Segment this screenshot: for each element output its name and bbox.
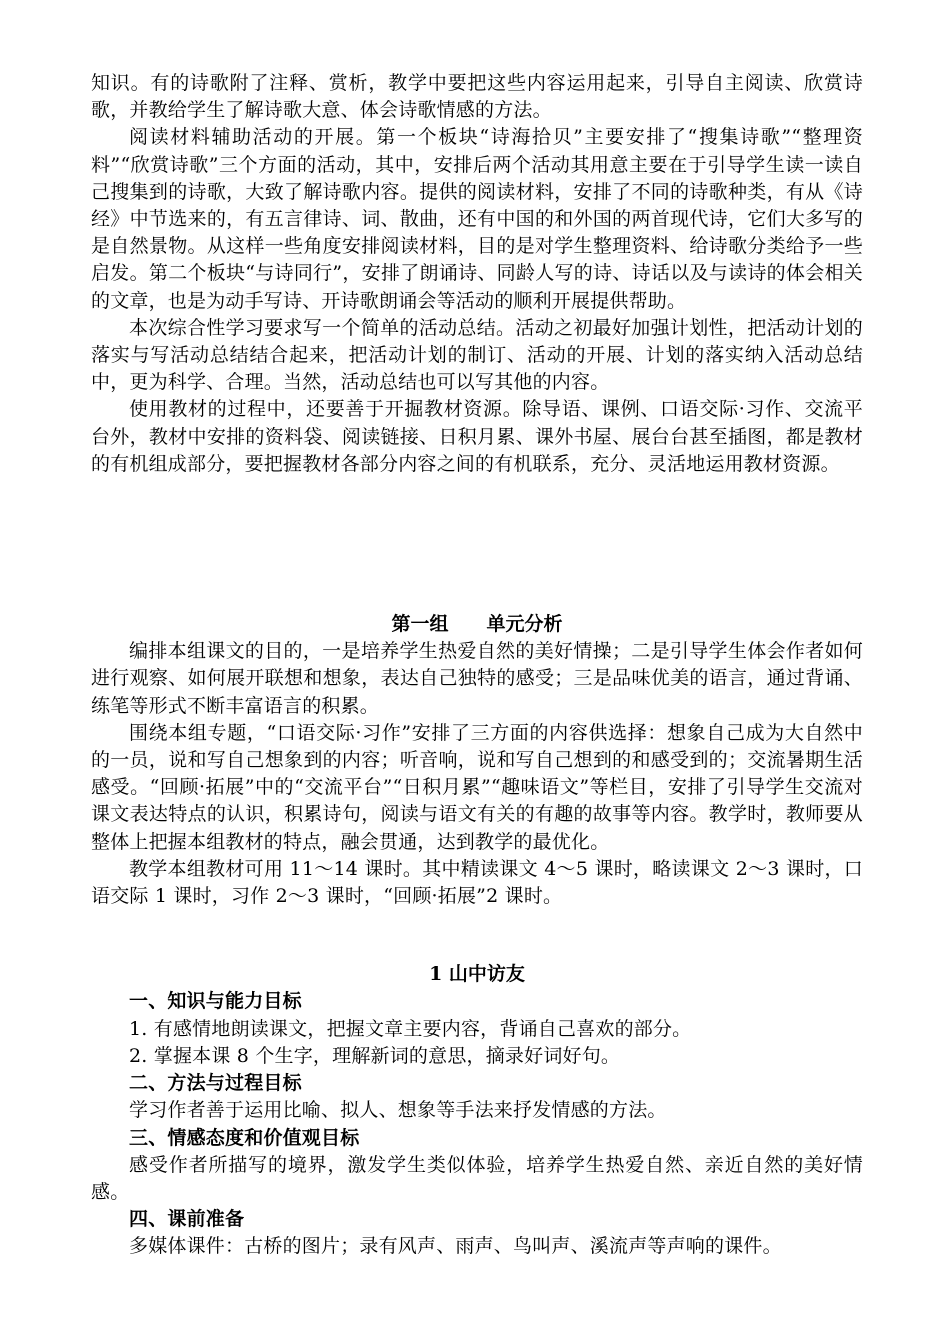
unit-paragraph-1: 编排本组课文的目的，一是培养学生热爱自然的美好情操；二是引导学生体会作者如何进行观察、如何展开联想和想象，表达自己独特的感受；三是品味优美的语言，通过背诵、练笔等形式不断丰富语言的积累。 — [91, 640, 863, 717]
unit-title: 第一组 单元分析 — [391, 613, 563, 636]
objective-heading-knowledge: 一、知识与能力目标 — [129, 990, 302, 1013]
intro-paragraph-2: 阅读材料辅助活动的开展。第一个板块“诗海拾贝”主要安排了“搜集诗歌”“整理资料”“欣赏诗歌”三个方面的活动，其中，安排后两个活动其用意主要在于引导学生读一读自己搜集到的诗歌，大致了解诗歌内容。提供的阅读材料，安排了不同的诗歌种类，有从《诗经》中节选来的，有五言律诗、词、散曲，还有中国的和外国的两首现代诗，它们大多写的是自然景物。从这样一些角度安排阅读材料，目的是对学生整理资料、给诗歌分类给予一些启发。第二个板块“与诗同行”，安排了朗诵诗、同龄人写的诗、诗话以及与读诗的体会相关的文章，也是为动手写诗、开诗歌朗诵会等活动的顺利开展提供帮助。 — [91, 126, 863, 312]
objective-item-1: 1. 有感情地朗读课文，把握文章主要内容，背诵自己喜欢的部分。 — [129, 1017, 692, 1040]
lesson-title: 1 山中访友 — [429, 963, 525, 986]
objective-emotion-text: 感受作者所描写的境界，激发学生类似体验，培养学生热爱自然、亲近自然的美好情感。 — [91, 1153, 863, 1203]
objective-heading-method: 二、方法与过程目标 — [129, 1072, 302, 1095]
intro-paragraph-4: 使用教材的过程中，还要善于开掘教材资源。除导语、课例、口语交际·习作、交流平台外，教材中安排的资料袋、阅读链接、日积月累、课外书屋、展台台甚至插图，都是教材的有机组成部分，要把握教材各部分内容之间的有机联系，充分、灵活地运用教材资源。 — [91, 398, 863, 475]
preparation-text: 多媒体课件：古桥的图片；录有风声、雨声、鸟叫声、溪流声等声响的课件。 — [129, 1235, 782, 1258]
objective-item-2: 2. 掌握本课 8 个生字，理解新词的意思，摘录好词好句。 — [129, 1044, 621, 1067]
objective-method-text: 学习作者善于运用比喻、拟人、想象等手法来抒发情感的方法。 — [129, 1099, 667, 1122]
section-gap — [91, 478, 863, 611]
document-page — [91, 70, 863, 1261]
unit-paragraph-3: 教学本组教材可用 11～14 课时。其中精读课文 4～5 课时，略读课文 2～3 课时，口语交际 1 课时，习作 2～3 课时，“回顾·拓展”2 课时。 — [91, 857, 863, 908]
objective-heading-emotion: 三、情感态度和价值观目标 — [129, 1126, 360, 1149]
intro-paragraph-3: 本次综合性学习要求写一个简单的活动总结。活动之初最好加强计划性，把活动计划的落实与写活动总结结合起来，把活动计划的制订、活动的开展、计划的落实纳入活动总结中，更为科学、合理。当然，活动总结也可以写其他的内容。 — [91, 316, 863, 394]
objective-heading-preparation: 四、课前准备 — [129, 1208, 245, 1231]
intro-paragraph-1: 知识。有的诗歌附了注释、赏析，教学中要把这些内容运用起来，引导自主阅读、欣赏诗歌，并教给学生了解诗歌大意、体会诗歌情感的方法。 — [91, 72, 863, 122]
unit-paragraph-2: 围绕本组专题，“口语交际·习作”安排了三方面的内容供选择：想象自己成为大自然中的一员，说和写自己想象到的内容；听音响，说和写自己想到的和感受到的；交流暑期生活感受。“回顾·拓展”中的“交流平台”“日积月累”“趣味语文”等栏目，安排了引导学生交流对课文表达特点的认识，积累诗句，阅读与语文有关的有趣的故事等内容。教学时，教师要从整体上把握本组教材的特点，融会贯通，达到教学的最优化。 — [91, 721, 863, 853]
section-gap — [91, 910, 863, 961]
